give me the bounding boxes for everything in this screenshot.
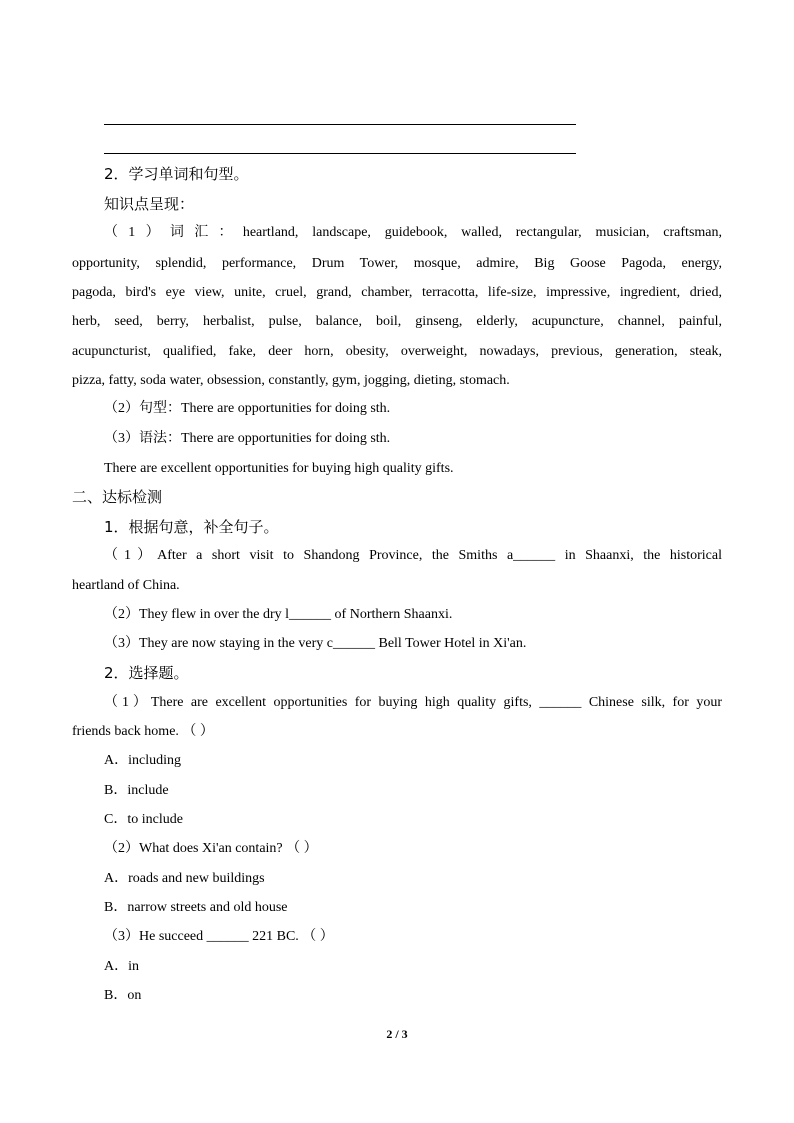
vocab-line-6: pizza, fatty, soda water, obsession, constantly, gym, jogging, dieting, stomach. <box>72 373 510 388</box>
vocab-line-4: herb, seed, berry, herbalist, pulse, balance, boil, ginseng, elderly, acupuncture, channel, painful, <box>72 314 722 329</box>
question-2-2-option-a: A．roads and new buildings <box>104 871 265 886</box>
section-two-heading: 二、达标检测 <box>72 488 163 506</box>
section-study-heading: 2．学习单词和句型。 <box>104 165 249 183</box>
question-2-2-option-b: B．narrow streets and old house <box>104 900 288 915</box>
grammar-line: （3）语法：There are opportunities for doing sth. <box>104 431 391 446</box>
question-2-1-line-1: （1）There are excellent opportunities for buying high quality gifts, ______ Chinese silk, for your <box>104 695 722 710</box>
knowledge-header: 知识点呈现： <box>104 195 195 213</box>
example-sentence: There are excellent opportunities for buying high quality gifts. <box>104 461 454 476</box>
question-2-2: （2）What does Xi'an contain? （ ） <box>104 841 318 856</box>
question-1-3: （3）They are now staying in the very c______ Bell Tower Hotel in Xi'an. <box>104 636 527 651</box>
question-2-1-line-2: friends back home. （ ） <box>72 724 214 739</box>
vocab-line-2: opportunity, splendid, performance, Drum Tower, mosque, admire, Big Goose Pagoda, energy, <box>72 256 722 271</box>
sentence-pattern-line: （2）句型：There are opportunities for doing sth. <box>104 401 391 416</box>
vocab-line-1: （1）词汇：heartland, landscape, guidebook, walled, rectangular, musician, craftsman, <box>104 225 722 240</box>
question-1-header: 1．根据句意，补全句子。 <box>104 518 279 536</box>
question-2-header: 2．选择题。 <box>104 664 189 682</box>
question-2-1-option-b: B．include <box>104 783 169 798</box>
vocab-line-5: acupuncturist, qualified, fake, deer horn, obesity, overweight, nowadays, previous, generation, steak, <box>72 344 722 359</box>
vocab-line-3: pagoda, bird's eye view, unite, cruel, grand, chamber, terracotta, life-size, impressive, ingredient, dried, <box>72 285 722 300</box>
question-2-3: （3）He succeed ______ 221 BC. （ ） <box>104 929 334 944</box>
question-2-3-option-a: A．in <box>104 959 139 974</box>
page-number: 2 / 3 <box>386 1027 408 1041</box>
question-2-3-option-b: B．on <box>104 988 142 1003</box>
question-1-1-line-1: （1）After a short visit to Shandong Province, the Smiths a______ in Shaanxi, the historical <box>104 548 722 563</box>
question-2-1-option-a: A．including <box>104 753 181 768</box>
question-2-1-option-c: C．to include <box>104 812 183 827</box>
answer-line-2 <box>104 153 576 154</box>
question-1-1-line-2: heartland of China. <box>72 578 180 593</box>
answer-line-1 <box>104 124 576 125</box>
question-1-2: （2）They flew in over the dry l______ of Northern Shaanxi. <box>104 607 453 622</box>
